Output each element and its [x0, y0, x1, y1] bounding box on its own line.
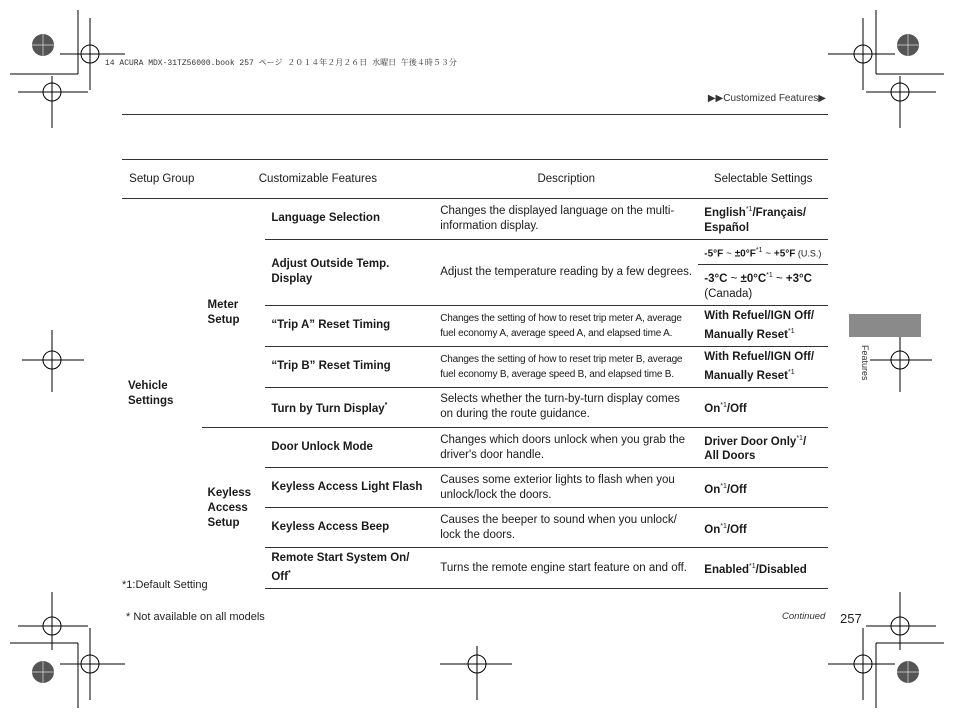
feature-description: Changes the setting of how to reset trip meter B, average fuel economy B, average speed B, and elapsed time B. [434, 346, 698, 387]
feature-description: Causes some exterior lights to flash when you unlock/lock the doors. [434, 468, 698, 508]
header-description: Description [434, 160, 698, 199]
feature-description: Changes the setting of how to reset trip meter A, average fuel economy A, average speed A, and elapsed time A. [434, 305, 698, 346]
page-number: 257 [840, 611, 862, 626]
feature-name: Keyless Access Light Flash [265, 468, 434, 508]
group-vehicle-settings: Vehicle Settings [128, 379, 174, 407]
feature-settings: With Refuel/IGN Off/ Manually Reset$^{*1}$ [698, 346, 828, 387]
feature-name: “Trip A” Reset Timing [265, 305, 434, 346]
section-tab[interactable] [849, 314, 921, 337]
feature-name: Adjust Outside Temp. Display [265, 239, 434, 305]
section-tab-label: Features [860, 345, 870, 381]
customized-features-table [122, 159, 828, 589]
feature-description: Adjust the temperature reading by a few degrees. [434, 239, 698, 305]
feature-description: Changes which doors unlock when you grab the driver's door handle. [434, 427, 698, 468]
feature-name: Remote Start System On/ Off* [265, 548, 434, 589]
print-header: 14 ACURA MDX-31TZ56000.book 257 ページ ２０１４年２月２６日 水曜日 午後４時５３分 [105, 59, 457, 68]
table-header-row [122, 160, 828, 199]
continued-label: Continued [782, 611, 826, 622]
feature-description: Changes the displayed language on the multi-information display. [434, 199, 698, 240]
feature-settings: On$^{*1}$/Off [698, 508, 828, 548]
feature-settings: Enabled$^{*1}$/Disabled [698, 548, 828, 589]
feature-description: Causes the beeper to sound when you unlock/ lock the doors. [434, 508, 698, 548]
feature-settings: With Refuel/IGN Off/ Manually Reset$^{*1}$ [698, 305, 828, 346]
feature-settings: Driver Door Only$^{*1}$/ All Doors [698, 427, 828, 468]
feature-name: “Trip B” Reset Timing [265, 346, 434, 387]
breadcrumb-label[interactable]: Customized Features [723, 93, 819, 104]
breadcrumb[interactable] [708, 93, 826, 104]
feature-settings: On$^{*1}$/Off [698, 468, 828, 508]
feature-name: Language Selection [265, 199, 434, 240]
table-row [122, 199, 828, 240]
header-setup-group: Setup Group [122, 160, 202, 199]
header-rule [122, 114, 828, 115]
subgroup-keyless-access-setup: Keyless Access Setup [202, 427, 266, 589]
feature-settings: On$^{*1}$/Off [698, 387, 828, 427]
feature-name: Turn by Turn Display* [265, 387, 434, 427]
feature-description: Selects whether the turn-by-turn display comes on during the route guidance. [434, 387, 698, 427]
subgroup-meter-setup: Meter Setup [207, 298, 240, 326]
feature-name: Keyless Access Beep [265, 508, 434, 548]
default-setting-footnote: *1:Default Setting [122, 579, 208, 591]
feature-settings: -5°F ~ $\pm 0^\circ F^{*1}$ ~ +5°F (U.S.) [698, 239, 828, 264]
header-settings: Selectable Settings [698, 160, 828, 199]
feature-name: Door Unlock Mode [265, 427, 434, 468]
availability-footnote: * Not available on all models [126, 611, 265, 623]
feature-description: Turns the remote engine start feature on and off. [434, 548, 698, 589]
breadcrumb-arrow-icon: ▶ [818, 93, 826, 104]
breadcrumb-arrows-icon: ▶▶ [707, 93, 724, 104]
feature-settings: English$^{*1}$/Français/ Español [698, 199, 828, 240]
header-features: Customizable Features [202, 160, 435, 199]
feature-settings: -3°C ~ $\pm 0^\circ C^{*1}$ ~ +3°C (Canada) [698, 265, 828, 306]
table-row [122, 427, 828, 468]
